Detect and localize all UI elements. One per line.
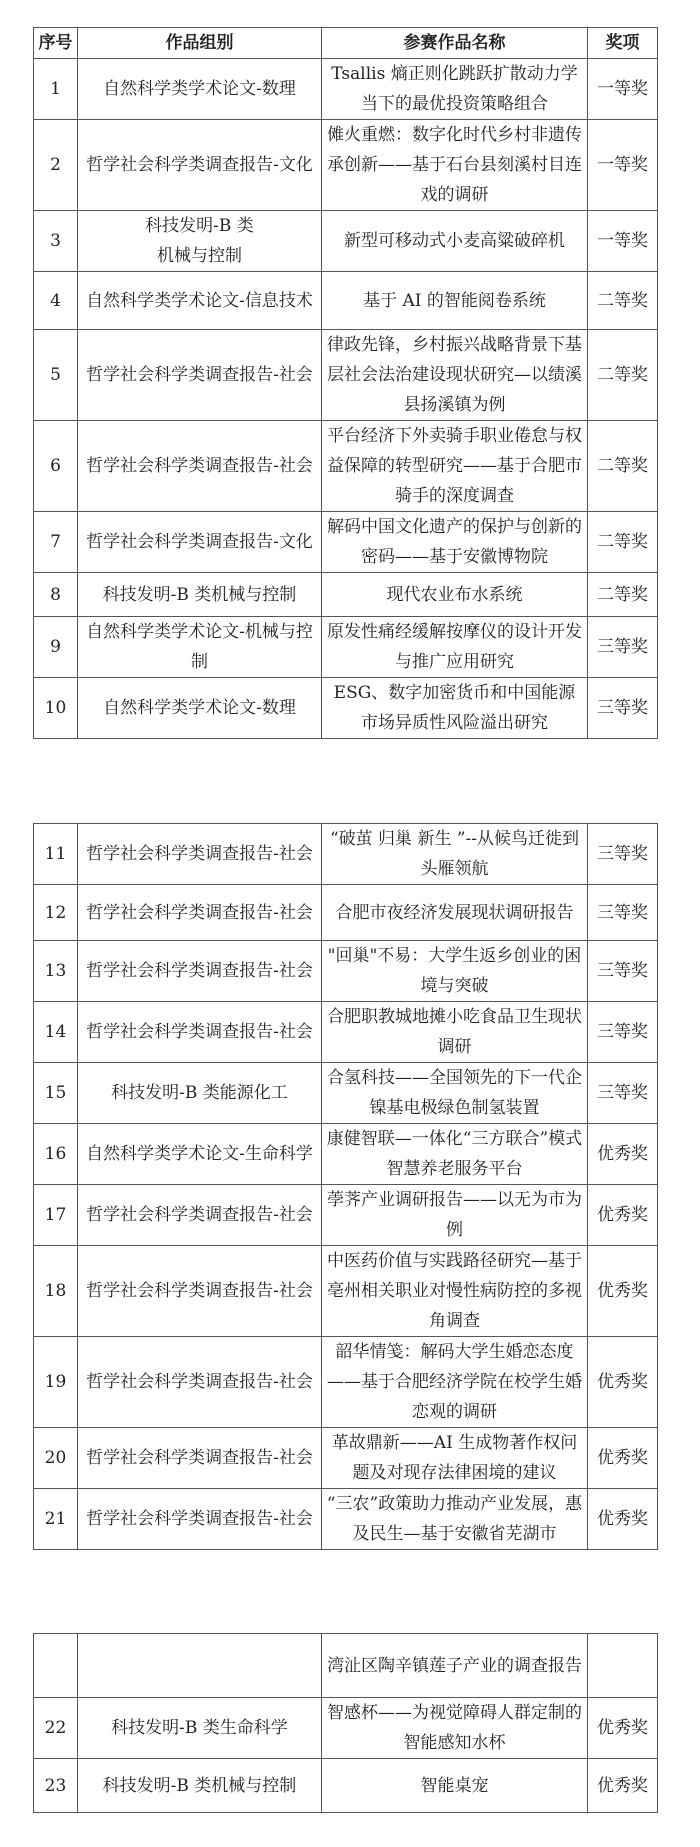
cell-no: 15 xyxy=(34,1063,78,1124)
cell-no: 9 xyxy=(34,617,78,678)
cell-award: 优秀奖 xyxy=(588,1337,658,1428)
cell-no: 16 xyxy=(34,1124,78,1185)
cell-no xyxy=(34,1634,78,1698)
cell-group: 哲学社会科学类调查报告-文化 xyxy=(78,120,322,211)
cell-group: 自然科学类学术论文-数理 xyxy=(78,678,322,739)
cell-group: 科技发明-B 类能源化工 xyxy=(78,1063,322,1124)
table-row xyxy=(34,941,658,1002)
cell-group: 哲学社会科学类调查报告-文化 xyxy=(78,512,322,573)
cell-award: 三等奖 xyxy=(588,885,658,941)
table-row xyxy=(34,1489,658,1550)
cell-title: Tsallis 熵正则化跳跃扩散动力学当下的最优投资策略组合 xyxy=(322,59,588,120)
cell-group: 哲学社会科学类调查报告-社会 xyxy=(78,941,322,1002)
table-row xyxy=(34,272,658,330)
cell-group: 科技发明-B 类生命科学 xyxy=(78,1698,322,1759)
cell-title: 原发性痛经缓解按摩仪的设计开发与推广应用研究 xyxy=(322,617,588,678)
cell-no: 7 xyxy=(34,512,78,573)
cell-title: 新型可移动式小麦高粱破碎机 xyxy=(322,211,588,272)
table-row xyxy=(34,1428,658,1489)
cell-group: 哲学社会科学类调查报告-社会 xyxy=(78,1489,322,1550)
cell-group: 哲学社会科学类调查报告-社会 xyxy=(78,824,322,885)
cell-group: 哲学社会科学类调查报告-社会 xyxy=(78,1002,322,1063)
cell-no: 8 xyxy=(34,573,78,617)
cell-no: 18 xyxy=(34,1246,78,1337)
cell-award: 优秀奖 xyxy=(588,1428,658,1489)
cell-award: 优秀奖 xyxy=(588,1124,658,1185)
cell-no: 12 xyxy=(34,885,78,941)
cell-award: 一等奖 xyxy=(588,120,658,211)
table-row xyxy=(34,678,658,739)
cell-group: 自然科学类学术论文-生命科学 xyxy=(78,1124,322,1185)
cell-title: 韶华情笺：解码大学生婚恋态度——基于合肥经济学院在校学生婚恋观的调研 xyxy=(322,1337,588,1428)
header-group: 作品组别 xyxy=(78,28,322,59)
cell-group: 哲学社会科学类调查报告-社会 xyxy=(78,885,322,941)
cell-title: 革故鼎新——AI 生成物著作权问题及对现存法律困境的建议 xyxy=(322,1428,588,1489)
awards-table-part-1 xyxy=(33,27,658,739)
cell-no: 21 xyxy=(34,1489,78,1550)
cell-no: 19 xyxy=(34,1337,78,1428)
cell-title: 合肥市夜经济发展现状调研报告 xyxy=(322,885,588,941)
cell-group: 哲学社会科学类调查报告-社会 xyxy=(78,421,322,512)
cell-group: 自然科学类学术论文-数理 xyxy=(78,59,322,120)
cell-no: 3 xyxy=(34,211,78,272)
table-row xyxy=(34,1759,658,1813)
table-row xyxy=(34,512,658,573)
cell-award: 一等奖 xyxy=(588,59,658,120)
awards-table-part-2 xyxy=(33,823,658,1550)
cell-award: 三等奖 xyxy=(588,1002,658,1063)
header-award: 奖项 xyxy=(588,28,658,59)
table-row xyxy=(34,573,658,617)
table-row-continued xyxy=(34,1634,658,1698)
cell-title: 傩火重燃：数字化时代乡村非遗传承创新——基于石台县刻溪村目连戏的调研 xyxy=(322,120,588,211)
cell-award: 一等奖 xyxy=(588,211,658,272)
cell-title: 荸荠产业调研报告——以无为市为例 xyxy=(322,1185,588,1246)
cell-group: 哲学社会科学类调查报告-社会 xyxy=(78,330,322,421)
cell-award: 优秀奖 xyxy=(588,1698,658,1759)
cell-no: 5 xyxy=(34,330,78,421)
cell-award: 优秀奖 xyxy=(588,1246,658,1337)
cell-award xyxy=(588,1634,658,1698)
cell-award: 二等奖 xyxy=(588,573,658,617)
cell-award: 二等奖 xyxy=(588,421,658,512)
table-row xyxy=(34,1063,658,1124)
cell-title: 康健智联—一体化“三方联合”模式智慧养老服务平台 xyxy=(322,1124,588,1185)
cell-group: 哲学社会科学类调查报告-社会 xyxy=(78,1246,322,1337)
cell-award: 三等奖 xyxy=(588,1063,658,1124)
table-row xyxy=(34,421,658,512)
header-row xyxy=(34,28,658,59)
cell-group: 自然科学类学术论文-信息技术 xyxy=(78,272,322,330)
cell-no: 10 xyxy=(34,678,78,739)
cell-award: 三等奖 xyxy=(588,941,658,1002)
table-row xyxy=(34,1002,658,1063)
cell-title: 平台经济下外卖骑手职业倦怠与权益保障的转型研究——基于合肥市骑手的深度调查 xyxy=(322,421,588,512)
cell-title: 解码中国文化遗产的保护与创新的密码——基于安徽博物院 xyxy=(322,512,588,573)
cell-title: "回巢"不易：大学生返乡创业的困境与突破 xyxy=(322,941,588,1002)
cell-title: 合肥职教城地摊小吃食品卫生现状调研 xyxy=(322,1002,588,1063)
cell-no: 17 xyxy=(34,1185,78,1246)
table-row xyxy=(34,1698,658,1759)
cell-title: 律政先锋，乡村振兴战略背景下基层社会法治建设现状研究—以绩溪县扬溪镇为例 xyxy=(322,330,588,421)
header-no: 序号 xyxy=(34,28,78,59)
cell-no: 11 xyxy=(34,824,78,885)
cell-title: 智能桌宠 xyxy=(322,1759,588,1813)
table-row xyxy=(34,824,658,885)
cell-no: 22 xyxy=(34,1698,78,1759)
cell-award: 优秀奖 xyxy=(588,1185,658,1246)
cell-no: 23 xyxy=(34,1759,78,1813)
cell-award: 三等奖 xyxy=(588,678,658,739)
cell-title: “破茧 归巢 新生 ”--从候鸟迁徙到头雁领航 xyxy=(322,824,588,885)
cell-group: 科技发明-B 类机械与控制 xyxy=(78,573,322,617)
cell-title: ESG、数字加密货币和中国能源市场异质性风险溢出研究 xyxy=(322,678,588,739)
cell-no: 13 xyxy=(34,941,78,1002)
cell-no: 4 xyxy=(34,272,78,330)
cell-group: 哲学社会科学类调查报告-社会 xyxy=(78,1337,322,1428)
table-row xyxy=(34,617,658,678)
table-row xyxy=(34,1246,658,1337)
cell-title: 湾沚区陶辛镇莲子产业的调查报告 xyxy=(322,1634,588,1698)
cell-title: 智感杯——为视觉障碍人群定制的智能感知水杯 xyxy=(322,1698,588,1759)
awards-table-part-3 xyxy=(33,1633,658,1813)
cell-title: 现代农业布水系统 xyxy=(322,573,588,617)
cell-group: 哲学社会科学类调查报告-社会 xyxy=(78,1428,322,1489)
cell-title: 合氢科技——全国领先的下一代企镍基电极绿色制氢装置 xyxy=(322,1063,588,1124)
cell-no: 20 xyxy=(34,1428,78,1489)
cell-no: 1 xyxy=(34,59,78,120)
cell-title: 基于 AI 的智能阅卷系统 xyxy=(322,272,588,330)
table-row xyxy=(34,330,658,421)
table-row xyxy=(34,1124,658,1185)
cell-group: 自然科学类学术论文-机械与控制 xyxy=(78,617,322,678)
cell-group: 科技发明-B 类机械与控制 xyxy=(78,1759,322,1813)
cell-group: 科技发明-B 类 机械与控制 xyxy=(78,211,322,272)
table-row xyxy=(34,885,658,941)
cell-no: 6 xyxy=(34,421,78,512)
table-row xyxy=(34,211,658,272)
table-row xyxy=(34,59,658,120)
cell-award: 优秀奖 xyxy=(588,1759,658,1813)
header-title: 参赛作品名称 xyxy=(322,28,588,59)
cell-title: “三农”政策助力推动产业发展，惠及民生—基于安徽省芜湖市 xyxy=(322,1489,588,1550)
cell-award: 优秀奖 xyxy=(588,1489,658,1550)
cell-no: 2 xyxy=(34,120,78,211)
cell-award: 三等奖 xyxy=(588,617,658,678)
table-row xyxy=(34,1185,658,1246)
cell-award: 二等奖 xyxy=(588,330,658,421)
cell-title: 中医药价值与实践路径研究—基于亳州相关职业对慢性病防控的多视角调查 xyxy=(322,1246,588,1337)
cell-group xyxy=(78,1634,322,1698)
table-row xyxy=(34,120,658,211)
cell-no: 14 xyxy=(34,1002,78,1063)
cell-group: 哲学社会科学类调查报告-社会 xyxy=(78,1185,322,1246)
cell-award: 二等奖 xyxy=(588,272,658,330)
cell-award: 三等奖 xyxy=(588,824,658,885)
table-row xyxy=(34,1337,658,1428)
cell-award: 二等奖 xyxy=(588,512,658,573)
